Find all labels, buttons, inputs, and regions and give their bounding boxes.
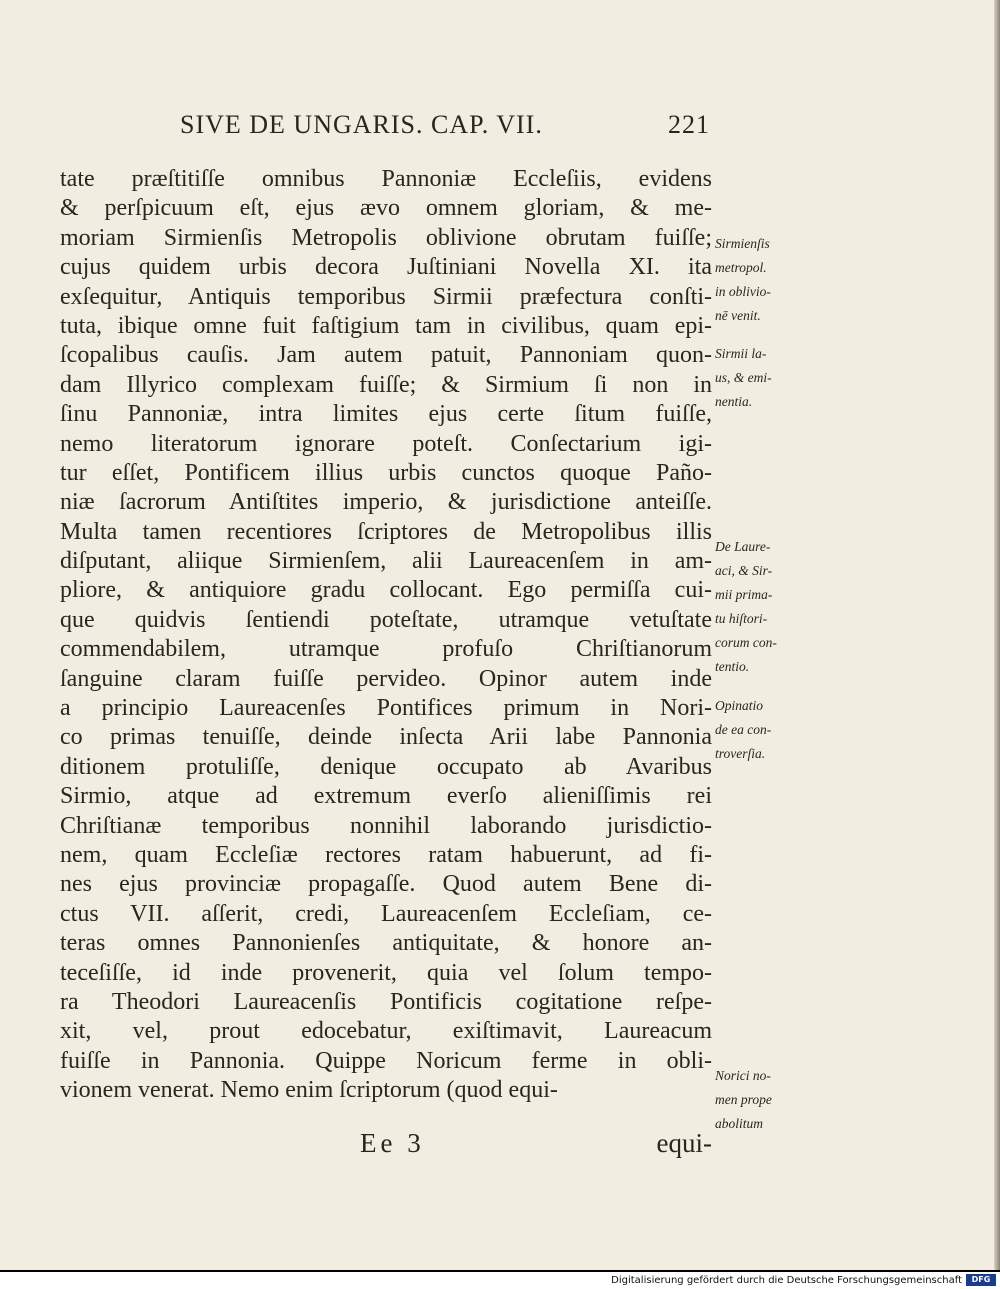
text-line: ſcopalibus cauſis. Jam autem patuit, Pannoniam quon- (60, 342, 712, 369)
note-line: tu hiſtori- (715, 611, 768, 626)
page-number: 221 (668, 110, 710, 139)
body-text (60, 165, 712, 1106)
text-line: niæ ſacrorum Antiſtites imperio, & jurisdictione anteiſſe. (60, 489, 712, 516)
note-line: abolitum (715, 1116, 764, 1131)
text-line: ſanguine claram fuiſſe pervideo. Opinor autem inde (60, 665, 712, 692)
text-line: diſputant, aliique Sirmienſem, alii Laureacenſem in am- (60, 548, 712, 575)
marginal-note-sirmium-oblivion (715, 232, 825, 328)
text-line: Chriſtianæ temporibus nonnihil laborando jurisdictio- (60, 812, 712, 839)
note-line: De Laure- (715, 539, 771, 554)
text-line: ra Theodori Laureacenſis Pontificis cogitatione reſpe- (60, 988, 712, 1015)
note-line: de ea con- (715, 722, 772, 737)
text-line: fuiſſe in Pannonia. Quippe Noricum ferme in obli- (60, 1047, 712, 1074)
note-line: nē venit. (715, 308, 761, 323)
text-line: ctus VII. aſſerit, credi, Laureacenſem Eccleſiam, ce- (60, 900, 712, 927)
text-line: co primas tenuiſſe, deinde inſecta Arii labe Pannonia (60, 724, 712, 751)
text-line: dam Illyrico complexam fuiſſe; & Sirmium ſi non in (60, 371, 712, 398)
marginal-note-norici (715, 1064, 825, 1136)
text-line: que quidvis ſentiendi poteſtate, utramque vetuſtate (60, 606, 712, 633)
text-line: Sirmio, atque ad extremum everſo alieniſſimis rei (60, 783, 712, 810)
catchword: equi- (656, 1128, 712, 1158)
text-line: tur eſſet, Pontificem illius urbis cunctos quoque Paño- (60, 459, 712, 486)
text-line: ditionem protuliſſe, denique occupato ab Avaribus (60, 753, 712, 780)
note-line: Sirmii la- (715, 346, 767, 361)
note-line: us, & emi- (715, 370, 772, 385)
text-line: teceſiſſe, id inde provenerit, quia vel ſolum tempo- (60, 959, 712, 986)
text-line: moriam Sirmienſis Metropolis oblivione obrutam fuiſſe; (60, 224, 712, 251)
signature-mark: Ee 3 (360, 1128, 425, 1158)
digitization-footer (0, 1272, 1000, 1289)
note-line: metropol. (715, 260, 767, 275)
text-line: xit, vel, prout edocebatur, exiſtimavit, Laureacum (60, 1018, 712, 1045)
text-line: teras omnes Pannonienſes antiquitate, & honore an- (60, 930, 712, 957)
text-line: commendabilem, utramque profuſo Chriſtianorum (60, 636, 712, 663)
marginal-note-laureacum-sirmium (715, 535, 825, 679)
note-line: aci, & Sir- (715, 563, 773, 578)
text-line: Multa tamen recentiores ſcriptores de Metropolibus illis (60, 518, 712, 545)
note-line: Sirmienſis (715, 236, 770, 251)
note-line: mii prima- (715, 587, 773, 602)
running-header (180, 110, 710, 140)
catchline (60, 1128, 712, 1158)
note-line: in oblivio- (715, 284, 771, 299)
page-edge-shadow (994, 0, 1000, 1270)
note-line: corum con- (715, 635, 777, 650)
text-line: nemo literatorum ignorare poteſt. Conſectarium igi- (60, 430, 712, 457)
marginal-note-opinatio (715, 694, 825, 766)
note-line: Norici no- (715, 1068, 771, 1083)
text-line: pliore, & antiquiore gradu collocant. Ego permiſſa cui- (60, 577, 712, 604)
note-line: Opinatio (715, 698, 764, 713)
text-line: nes ejus provinciæ propagaſſe. Quod autem Bene di- (60, 871, 712, 898)
marginal-note-sirmium-laus (715, 342, 825, 414)
note-line: tentio. (715, 659, 750, 674)
note-line: nentia. (715, 394, 753, 409)
text-line: vionem venerat. Nemo enim ſcriptorum (quod equi- (60, 1077, 558, 1104)
text-line: cujus quidem urbis decora Juſtiniani Novella XI. ita (60, 254, 712, 281)
text-line: exſequitur, Antiquis temporibus Sirmii præfectura conſti- (60, 283, 712, 310)
note-line: men prope (715, 1092, 772, 1107)
text-line: nem, quam Eccleſiæ rectores ratam habuerunt, ad fi- (60, 841, 712, 868)
text-line: a principio Laureacenſes Pontifices primum in Nori- (60, 695, 712, 722)
dfg-logo: DFG (966, 1274, 996, 1286)
text-line: tuta, ibique omne fuit faſtigium tam in civilibus, quam epi- (60, 312, 712, 339)
running-title: SIVE DE UNGARIS. CAP. VII. (180, 110, 543, 139)
footer-credit-text: Digitalisierung gefördert durch die Deutsche Forschungsgemeinschaft (611, 1275, 962, 1286)
note-line: troverſia. (715, 746, 766, 761)
text-line: ſinu Pannoniæ, intra limites ejus certe ſitum fuiſſe, (60, 401, 712, 428)
text-line: & perſpicuum eſt, ejus ævo omnem gloriam, & me- (60, 195, 712, 222)
text-line: tate præſtitiſſe omnibus Pannoniæ Eccleſiis, evidens (60, 166, 712, 192)
